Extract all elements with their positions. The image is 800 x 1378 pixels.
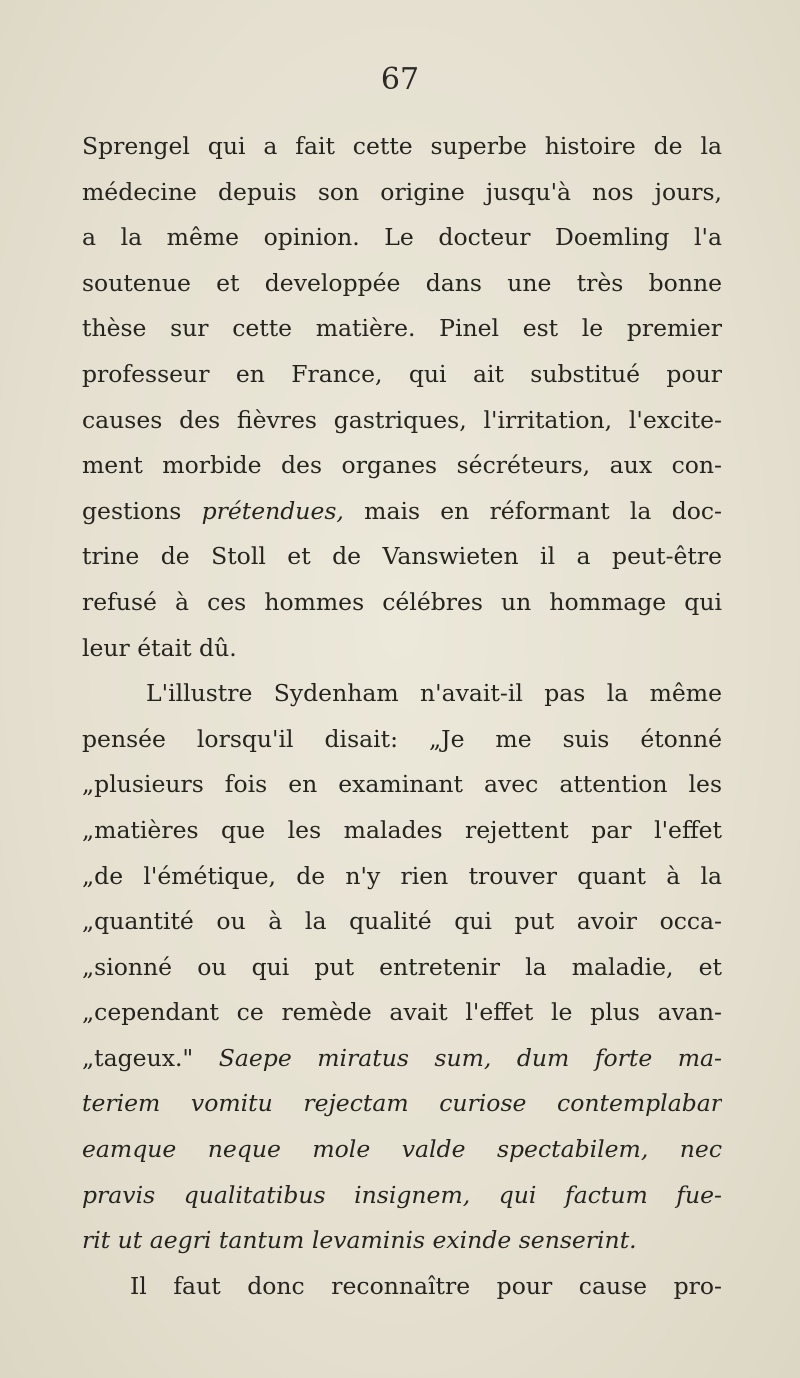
text-fragment: „tageux." [82, 1043, 194, 1072]
body-text [82, 124, 722, 1309]
italic-fragment: prétendues, [201, 496, 344, 525]
text-line: „de l'émétique, de n'y rien trouver quant à la [82, 861, 722, 890]
paragraph-start-line: Il faut donc reconnaître pour cause pro- [130, 1271, 722, 1300]
text-line: soutenue et developpée dans une très bonne [82, 268, 722, 297]
text-fragment: gestions [82, 496, 182, 525]
text-fragment: mais en réformant la doc- [364, 496, 722, 525]
text-line: „cependant ce remède avait l'effet le plus avan- [82, 998, 722, 1027]
text-line: „matières que les malades rejettent par l'effet [82, 815, 722, 844]
text-line: a la même opinion. Le docteur Doemling l'a [82, 223, 722, 252]
latin-quote-fragment: Saepe miratus sum, dum forte ma- [218, 1043, 722, 1072]
latin-quote-line: teriem vomitu rejectam curiose contemplabar [82, 1089, 722, 1118]
text-line: „plusieurs fois en examinant avec attention les [82, 770, 722, 799]
latin-quote-line: rit ut aegri tantum levaminis exinde senserint. [82, 1226, 637, 1255]
text-line: médecine depuis son origine jusqu'à nos jours, [82, 177, 722, 206]
text-line: pensée lorsqu'il disait: „Je me suis étonné [82, 724, 722, 753]
paragraph-start-line: L'illustre Sydenham n'avait-il pas la même [146, 679, 722, 708]
latin-quote-line: pravis qualitatibus insignem, qui factum fue- [82, 1180, 722, 1209]
text-line: causes des fièvres gastriques, l'irritation, l'excite- [82, 405, 722, 434]
text-line: „sionné ou qui put entretenir la maladie, et [82, 952, 722, 981]
page-number: 67 [380, 62, 420, 97]
text-line: refusé à ces hommes célébres un hommage qui [82, 587, 722, 616]
text-line: ment morbide des organes sécréteurs, aux con- [82, 451, 722, 480]
text-line: thèse sur cette matière. Pinel est le premier [82, 314, 722, 343]
text-line: leur était dû. [82, 633, 237, 662]
text-line: trine de Stoll et de Vanswieten il a peut-être [82, 542, 722, 571]
text-line-mixed [82, 489, 722, 535]
text-line: Sprengel qui a fait cette superbe histoire de la [82, 132, 722, 160]
text-line: „quantité ou à la qualité qui put avoir occa- [82, 907, 722, 936]
text-line-mixed [82, 1036, 722, 1082]
latin-quote-line: eamque neque mole valde spectabilem, nec [82, 1135, 722, 1164]
text-line: professeur en France, qui ait substitué pour [82, 359, 722, 388]
